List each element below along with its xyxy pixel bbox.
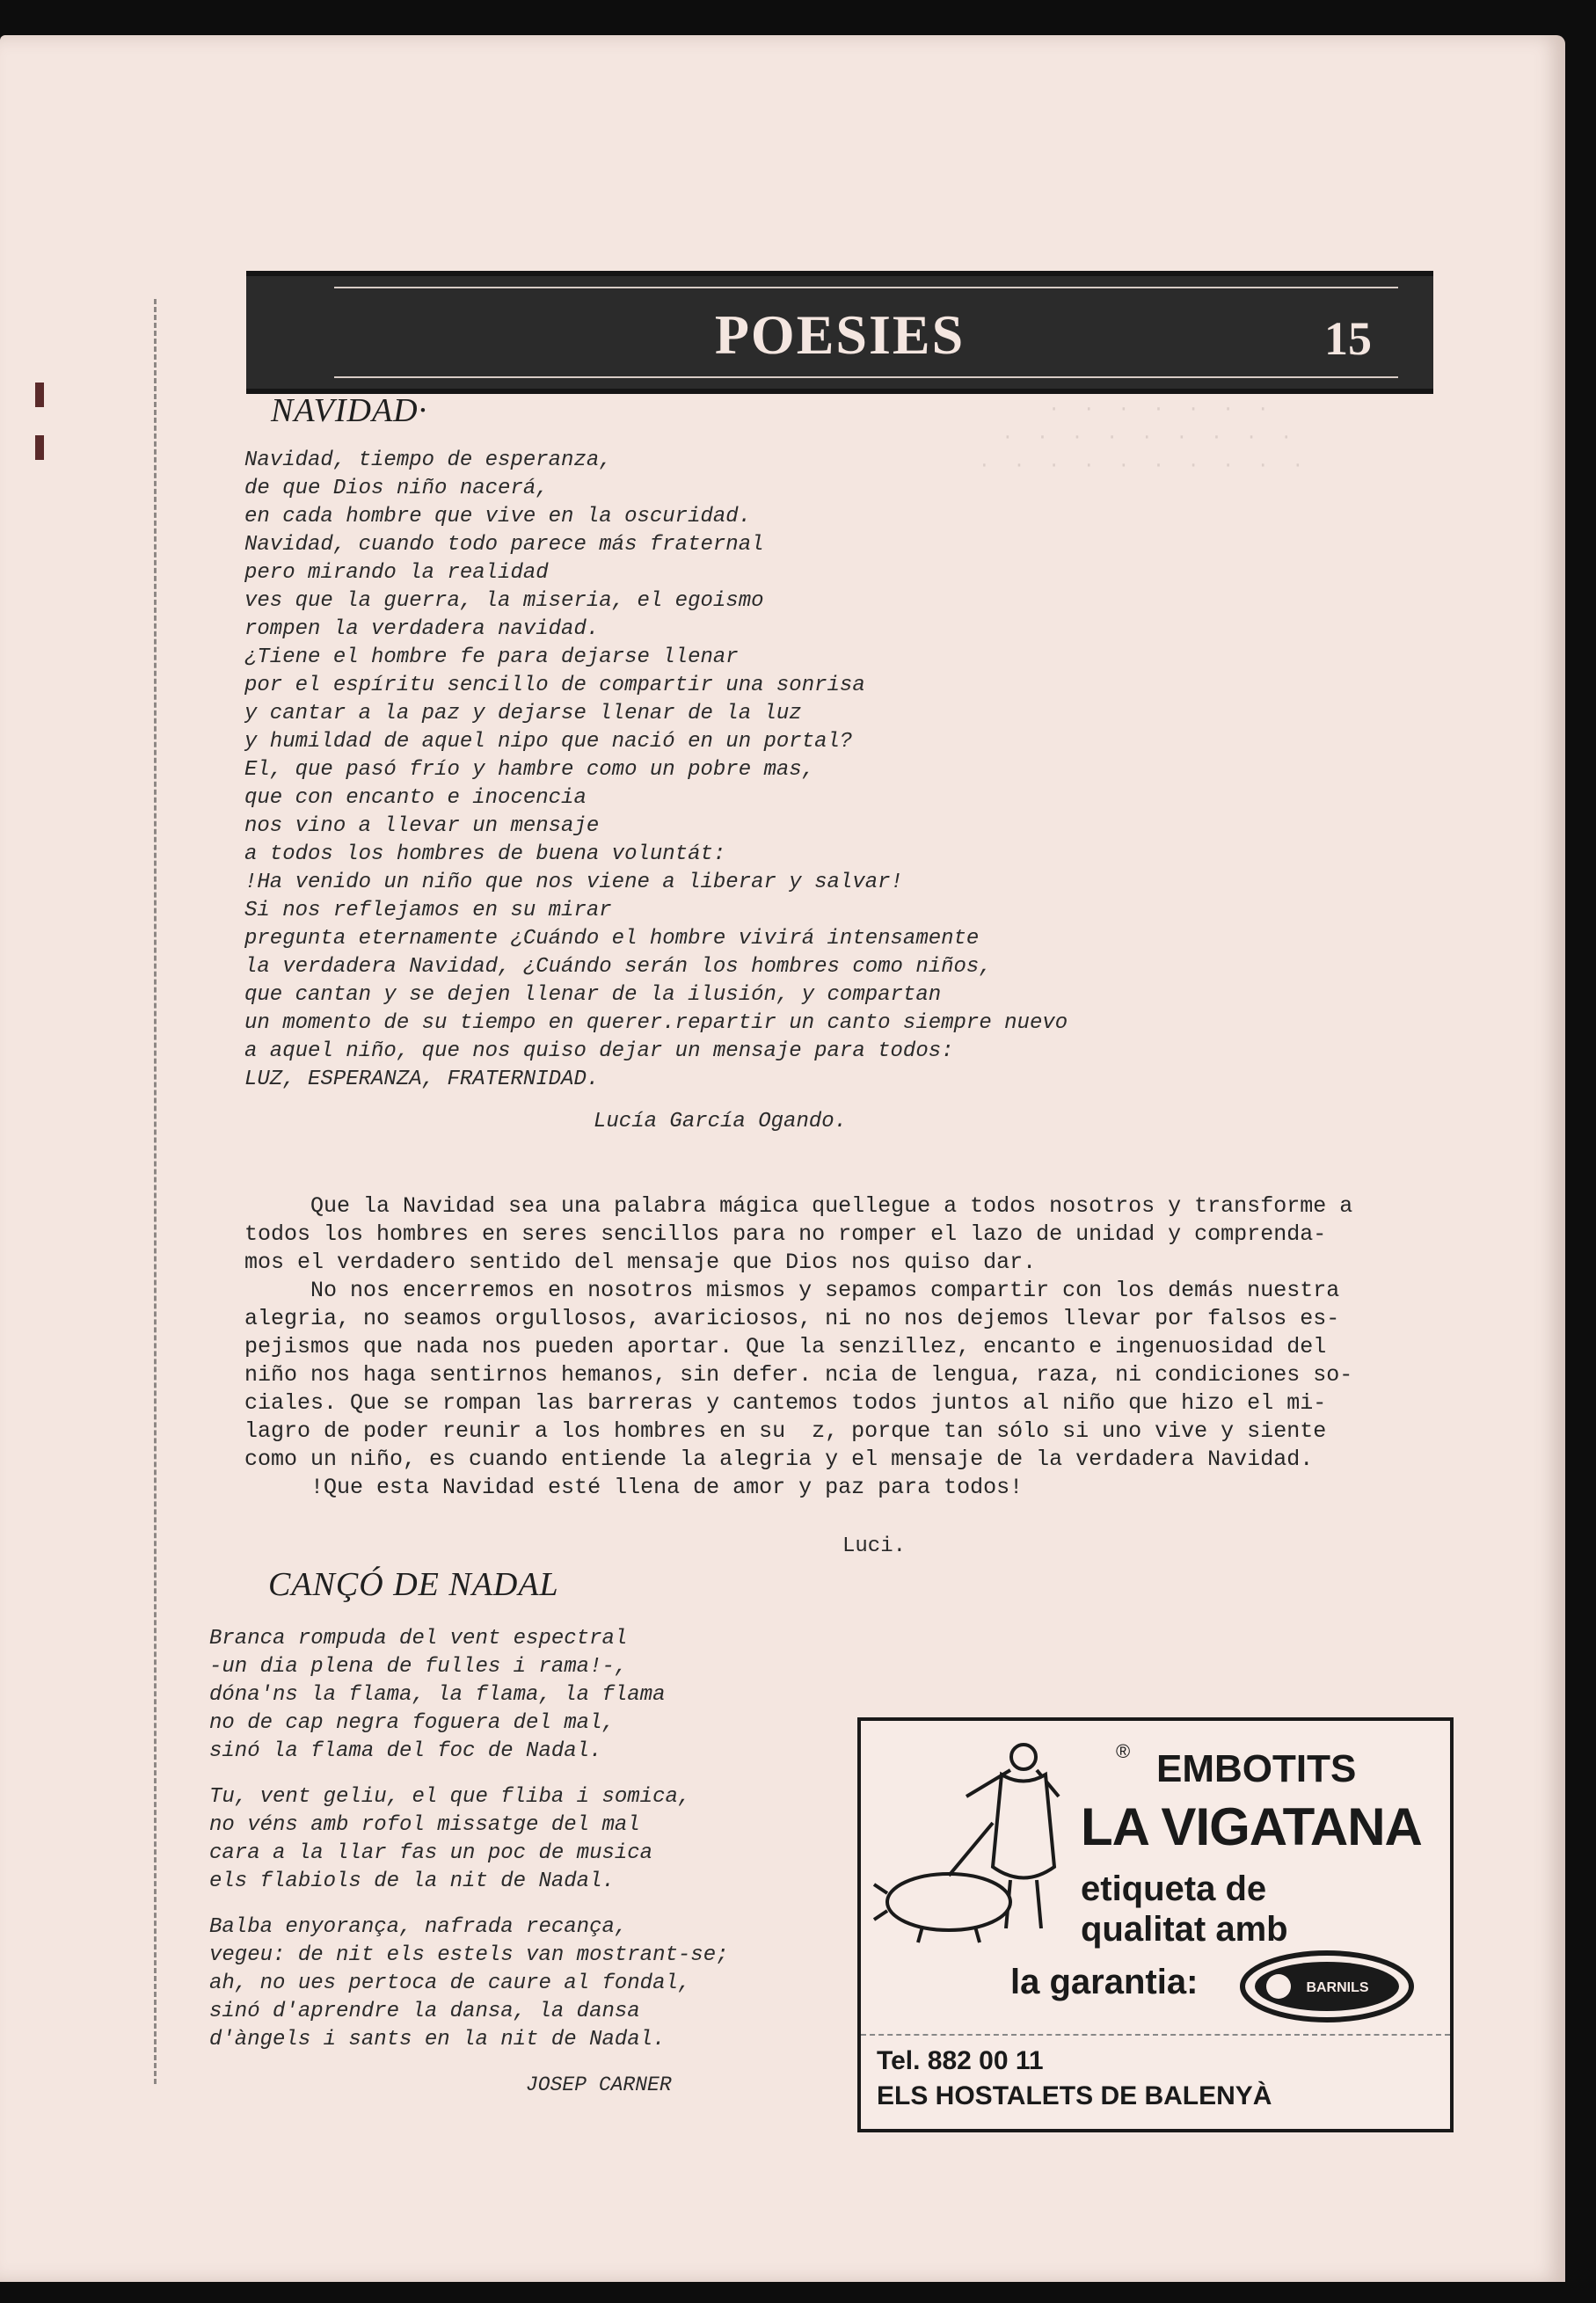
poem-line: vegeu: de nit els estels van mostrant-se; bbox=[209, 1943, 729, 1967]
poem-line: la verdadera Navidad, ¿Cuándo serán los hombres como niños, bbox=[244, 955, 992, 979]
prose-line: !Que esta Navidad esté llena de amor y paz para todos! bbox=[244, 1475, 1024, 1500]
section-header bbox=[246, 271, 1433, 394]
poem-line: sinó la flama del foc de Nadal. bbox=[209, 1739, 602, 1763]
poem-line: ves que la guerra, la miseria, el egoismo bbox=[244, 589, 764, 613]
poem-line: cara a la llar fas un poc de musica bbox=[209, 1841, 653, 1865]
poem-line: El, que pasó frío y hambre como un pobre mas, bbox=[244, 758, 815, 782]
poem-author-canco: JOSEP CARNER bbox=[526, 2073, 672, 2096]
ad-place: ELS HOSTALETS DE BALENYÀ bbox=[877, 2081, 1272, 2110]
poem-line: a todos los hombres de buena voluntát: bbox=[244, 842, 726, 866]
poem-line: dóna'ns la flama, la flama, la flama bbox=[209, 1683, 666, 1707]
ad-divider bbox=[861, 2034, 1450, 2036]
bleed-through-text: · · · · · · · · · · · · · · · · · · · · · · · · · · bbox=[978, 398, 1304, 477]
poem-line: Tu, vent geliu, el que fliba i somica, bbox=[209, 1785, 691, 1809]
poem-line: que con encanto e inocencia bbox=[244, 786, 587, 810]
ad-phone: Tel. 882 00 11 bbox=[877, 2046, 1044, 2075]
ad-brand-line2: LA VIGATANA bbox=[1081, 1797, 1422, 1856]
ad-guarantee: la garantia: bbox=[1010, 1963, 1199, 2001]
poem-line: Si nos reflejamos en su mirar bbox=[244, 899, 612, 922]
poem-title-navidad: NAVIDAD· bbox=[271, 392, 428, 429]
prose-line: alegria, no seamos orgullosos, avariciosos, ni no nos dejemos llevar por falsos es- bbox=[244, 1306, 1340, 1331]
poem-line: que cantan y se dejen llenar de la ilusión, y compartan bbox=[244, 983, 942, 1007]
poem-stanza bbox=[209, 1913, 729, 2054]
poem-line: y cantar a la paz y dejarse llenar de la luz bbox=[244, 702, 802, 725]
poem-line: sinó d'aprendre la dansa, la dansa bbox=[209, 2000, 640, 2023]
page-number: 15 bbox=[1324, 312, 1372, 365]
poem-line: no véns amb rofol missatge del mal bbox=[209, 1813, 640, 1837]
prose-line: mos el verdadero sentido del mensaje que Dios nos quiso dar. bbox=[244, 1250, 1037, 1275]
poem-line: no de cap negra foguera del mal, bbox=[209, 1711, 615, 1735]
poem-author-navidad: Lucía García Ogando. bbox=[594, 1110, 848, 1133]
poem-line: pregunta eternamente ¿Cuándo el hombre vivirá intensamente bbox=[244, 927, 980, 951]
poem-stanza bbox=[209, 1625, 729, 1766]
prose-line: como un niño, es cuando entiende la alegria y el mensaje de la verdadera Navidad. bbox=[244, 1447, 1314, 1472]
prose-line: niño nos haga sentirnos hemanos, sin defer. ncia de lengua, raza, ni condiciones so- bbox=[244, 1362, 1353, 1388]
prose-signature: Luci. bbox=[842, 1534, 907, 1558]
poem-stanza bbox=[209, 1783, 729, 1896]
prose-text bbox=[244, 1192, 1423, 1502]
poem-line: por el espíritu sencillo de compartir una sonrisa bbox=[244, 674, 865, 697]
poem-navidad bbox=[244, 447, 1068, 1094]
ad-tagline: etiqueta de qualitat amb bbox=[1081, 1869, 1288, 1949]
prose-line: todos los hombres en seres sencillos para no romper el lazo de unidad y comprenda- bbox=[244, 1221, 1327, 1247]
poem-line: Balba enyorança, nafrada recança, bbox=[209, 1915, 628, 1939]
barnils-logo-icon bbox=[1239, 1948, 1415, 2023]
magazine-page bbox=[0, 35, 1565, 2282]
poem-line: nos vino a llevar un mensaje bbox=[244, 814, 600, 838]
poem-line: rompen la verdadera navidad. bbox=[244, 617, 600, 641]
poem-line: de que Dios niño nacerá, bbox=[244, 477, 549, 500]
poem-line: !Ha venido un niño que nos viene a liberar y salvar! bbox=[244, 871, 903, 894]
binding-mark bbox=[35, 383, 44, 407]
poem-line: LUZ, ESPERANZA, FRATERNIDAD. bbox=[244, 1068, 600, 1091]
farmer-pig-illustration-icon bbox=[870, 1735, 1081, 1946]
poem-line: els flabiols de la nit de Nadal. bbox=[209, 1869, 615, 1893]
prose-line: No nos encerremos en nosotros mismos y sepamos compartir con los demás nuestra bbox=[244, 1278, 1340, 1303]
poem-line: d'àngels i sants en la nit de Nadal. bbox=[209, 2028, 666, 2052]
registered-mark: ® bbox=[1116, 1740, 1131, 1762]
poem-line: en cada hombre que vive en la oscuridad. bbox=[244, 505, 752, 528]
poem-canco bbox=[209, 1625, 729, 2072]
advertisement-embotits bbox=[857, 1717, 1454, 2132]
poem-line: un momento de su tiempo en querer.repartir un canto siempre nuevo bbox=[244, 1011, 1068, 1035]
prose-line: Que la Navidad sea una palabra mágica quellegue a todos nosotros y transforme a bbox=[244, 1193, 1353, 1219]
logo-text: BARNILS bbox=[1306, 1980, 1369, 1995]
poem-line: Branca rompuda del vent espectral bbox=[209, 1627, 628, 1651]
prose-line: pejismos que nada nos pueden aportar. Que la senzillez, encanto e ingenuosidad del bbox=[244, 1334, 1327, 1359]
poem-line: Navidad, cuando todo parece más fraternal bbox=[244, 533, 764, 557]
poem-line: y humildad de aquel nipo que nació en un portal? bbox=[244, 730, 853, 754]
binding-perforation bbox=[154, 299, 174, 2084]
poem-line: pero mirando la realidad bbox=[244, 561, 549, 585]
binding-mark bbox=[35, 435, 44, 460]
poem-title-canco: CANÇÓ DE NADAL bbox=[268, 1566, 559, 1603]
section-title: POESIES bbox=[714, 303, 966, 366]
poem-line: a aquel niño, que nos quiso dejar un mensaje para todos: bbox=[244, 1039, 954, 1063]
poem-line: ah, no ues pertoca de caure al fondal, bbox=[209, 1971, 691, 1995]
prose-line: lagro de poder reunir a los hombres en su z, porque tan sólo si uno vive y siente bbox=[244, 1418, 1327, 1444]
poem-line: Navidad, tiempo de esperanza, bbox=[244, 448, 612, 472]
poem-line: -un dia plena de fulles i rama!-, bbox=[209, 1655, 628, 1679]
prose-line: ciales. Que se rompan las barreras y cantemos todos juntos al niño que hizo el mi- bbox=[244, 1390, 1327, 1416]
poem-line: ¿Tiene el hombre fe para dejarse llenar bbox=[244, 645, 739, 669]
ad-brand-line1: EMBOTITS bbox=[1156, 1747, 1357, 1790]
